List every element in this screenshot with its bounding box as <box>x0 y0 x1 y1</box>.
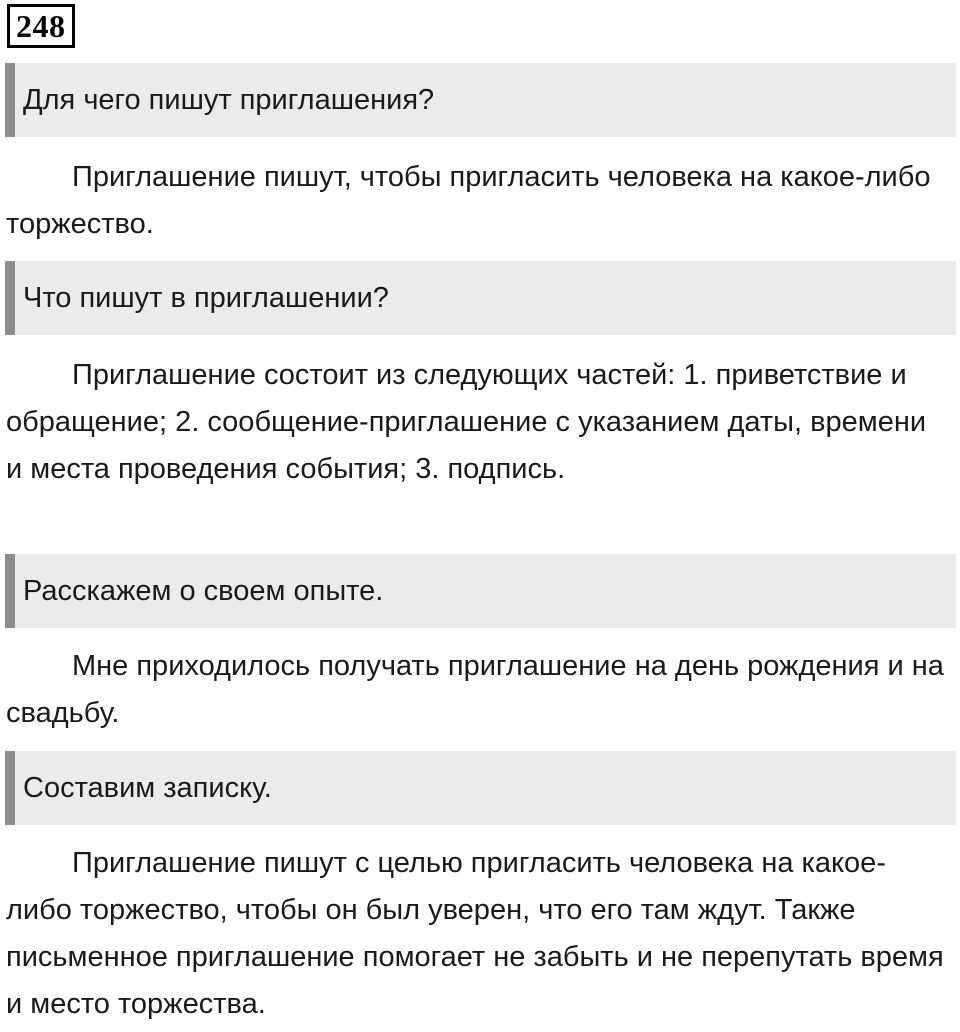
question-text-3: Расскажем о своем опыте. <box>23 574 384 607</box>
question-heading-4 <box>5 751 956 825</box>
question-heading-3 <box>5 554 956 628</box>
question-text-1: Для чего пишут приглашения? <box>23 83 435 116</box>
answer-paragraph-1: Приглашение пишут, чтобы пригласить человека на какое-либо торжество. <box>6 161 931 240</box>
task-number-badge: 248 <box>7 4 75 48</box>
question-text-2: Что пишут в приглашении? <box>23 281 389 314</box>
question-heading-2 <box>5 261 956 335</box>
answer-paragraph-3: Мне приходилось получать приглашение на день рождения и на свадьбу. <box>6 650 944 729</box>
question-heading-1 <box>5 63 956 137</box>
question-text-4: Составим записку. <box>23 771 272 804</box>
answer-paragraph-4: Приглашение пишут с целью пригласить человека на какое-либо торжество, чтобы он был уверен, что его там ждут. Также письменное приглашение помогает не забыть и не перепутать время и место торжества. <box>6 847 944 1020</box>
answer-paragraph-2: Приглашение состоит из следующих частей: 1. приветствие и обращение; 2. сообщение-приглашение с указанием даты, времени и места проведения события; 3. подпись. <box>6 359 927 485</box>
